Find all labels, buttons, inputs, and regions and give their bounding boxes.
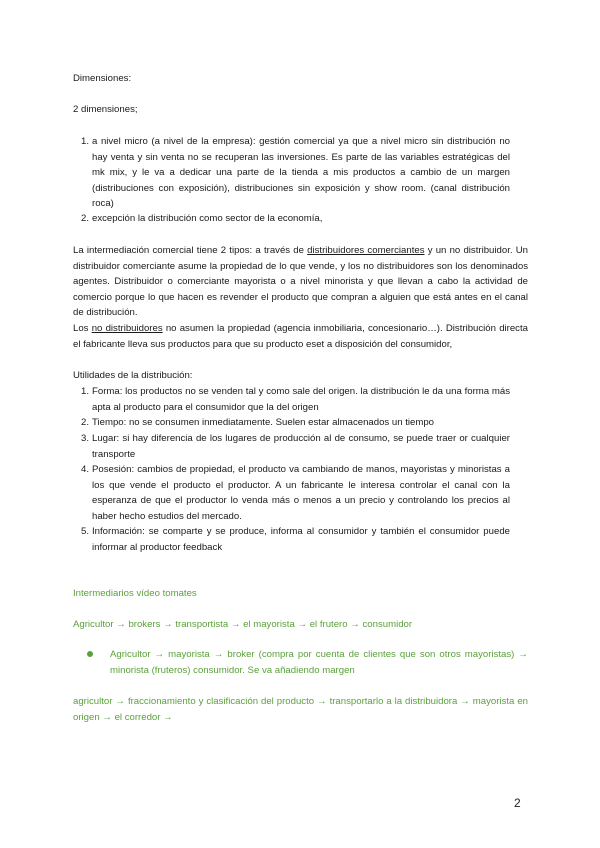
utilidades-title: Utilidades de la distribución:	[73, 370, 193, 381]
list-text: Posesión: cambios de propiedad, el producto va cambiando de manos, mayoristas y minoristas a los que vende el producto el productor. A un fabricante le interesa controlar el canal con la esperanza de que el productor lo venda más o menos a un precio y controlando los precios al haber hecho estudios del mercado.	[92, 464, 510, 522]
green-bullet-item: Agricultor → mayorista → broker (compra por cuenta de clientes que son otros mayoristas) → minorista (fruteros) consumidor. Se va añadiendo margen	[110, 649, 528, 676]
text-run: no asumen la propiedad (agencia inmobiliaria, concesionario…). Distribución directa el fabricante lleva sus productos para que su producto eset a disposición del consumidor,	[73, 323, 528, 350]
list-number: 1.	[80, 386, 89, 397]
utilidad-item-1	[80, 384, 510, 415]
paragraph-intermediacion	[73, 243, 528, 321]
list-text: Lugar: si hay diferencia de los lugares de producción al de consumo, se puede traer or cualquier transporte	[92, 433, 510, 460]
utilidad-item-4	[80, 462, 510, 524]
utilidad-item-2	[80, 415, 510, 431]
text-run: y un no distribuidor. Un distribuidor comerciante asume la propiedad de lo que vende, y los no distribuidores son los denominados agentes. Distribuidor o comerciante mayorista o a nivel minorista y que llevan a cabo la actividad de comercio porque lo que hacen es revender el producto que compran a alguien que está antes en el canal de distribución.	[73, 245, 528, 319]
list-number: 2.	[80, 213, 89, 224]
underlined-term: no distribuidores	[91, 323, 163, 334]
dimension-item-1	[80, 134, 510, 212]
bullet-dot-icon	[87, 651, 93, 657]
list-text: Tiempo: no se consumen inmediatamente. Suelen estar almacenados un tiempo	[92, 417, 435, 428]
utilidad-item-3	[80, 431, 510, 462]
text-run: Los	[73, 323, 92, 334]
list-text: Forma: los productos no se venden tal y como sale del origen. la distribución le da una forma más apta al producto para el consumidor que la del origen	[92, 386, 510, 413]
heading-dimensiones: Dimensiones:	[73, 73, 132, 84]
subheading-2-dimensiones: 2 dimensiones;	[73, 104, 138, 115]
paragraph-no-distribuidores	[73, 321, 528, 352]
page-number: 2	[514, 796, 521, 810]
green-section-title: Intermediarios vídeo tomates	[73, 588, 197, 599]
list-text: Información: se comparte y se produce, informa al consumidor y también el consumidor puede informar al productor feedback	[92, 526, 510, 553]
list-text: excepción la distribución como sector de la economía,	[92, 213, 323, 224]
green-chain-2: agricultor → fraccionamiento y clasificación del producto → transportarlo a la distribuidora → mayorista en origen → el corredor →	[73, 696, 528, 723]
green-chain-1: Agricultor → brokers → transportista → el mayorista → el frutero → consumidor	[73, 619, 413, 630]
dimension-item-2	[80, 211, 510, 227]
list-number: 5.	[80, 526, 89, 537]
utilidad-item-5	[80, 524, 510, 555]
list-number: 3.	[80, 433, 89, 444]
text-run: La intermediación comercial tiene 2 tipos: a través de	[73, 245, 308, 256]
list-number: 2.	[80, 417, 89, 428]
list-number: 1.	[80, 136, 89, 147]
list-number: 4.	[80, 464, 89, 475]
list-text: a nivel micro (a nivel de la empresa): gestión comercial ya que a nivel micro sin distribución no hay venta y sin venta no se recuperan las inversiones. Es parte de las variables estratégicas del mk mix, y le va a dedicar una parte de la tienda a mis productos a cambio de un margen (distribuciones con exposición), distribuciones sin exposición y show room. (canal distribución roca)	[92, 136, 510, 210]
underlined-term: distribuidores comerciantes	[307, 245, 425, 256]
